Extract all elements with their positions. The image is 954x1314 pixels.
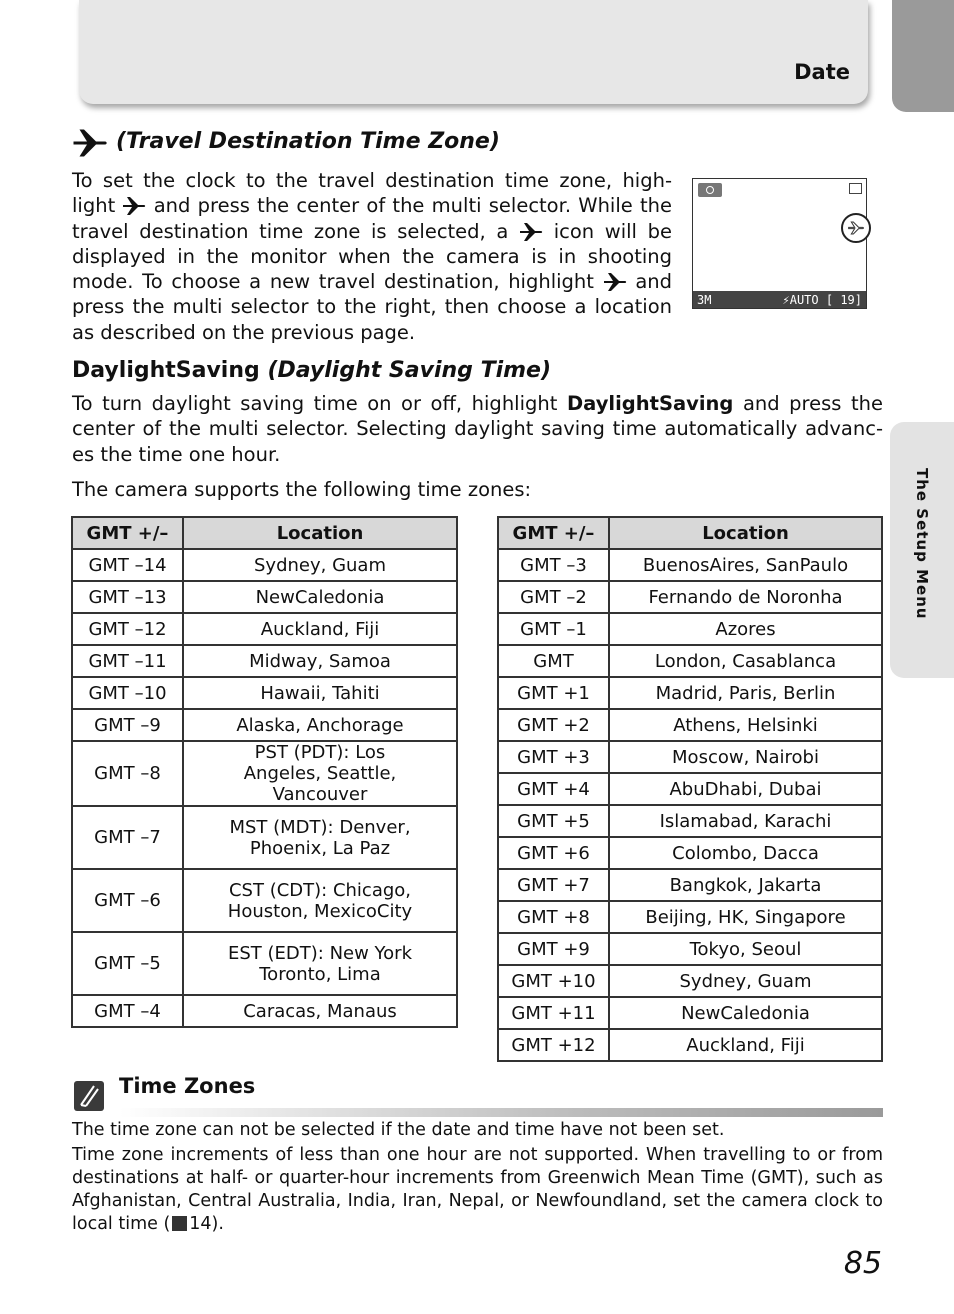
page-section-title: Date [794, 60, 850, 84]
gmt-cell: GMT –2 [498, 581, 609, 613]
location-cell: Midway, Samoa [183, 645, 457, 677]
pencil-note-icon [74, 1081, 104, 1111]
table-row [72, 613, 457, 645]
travel-text-2: and press the center of the multi selector. While the travel destination time zone is selected, a [72, 194, 672, 243]
dst-heading-sub: (Daylight Saving Time) [267, 358, 552, 383]
page-number: 85 [843, 1246, 882, 1281]
flash-icon: ⚡ [782, 292, 790, 307]
gmt-cell: GMT +6 [498, 837, 609, 869]
airplane-icon [72, 128, 108, 158]
flash-mode: AUTO [789, 292, 819, 307]
gmt-cell: GMT [498, 645, 609, 677]
gmt-cell: GMT –1 [498, 613, 609, 645]
table-row [498, 837, 882, 869]
page-reference-icon [172, 1216, 187, 1231]
location-cell: Madrid, Paris, Berlin [609, 677, 882, 709]
travel-paragraph [72, 168, 672, 345]
location-cell: NewCaledonia [609, 997, 882, 1029]
airplane-icon [848, 221, 864, 235]
location-cell: Moscow, Nairobi [609, 741, 882, 773]
battery-icon [849, 183, 862, 194]
gmt-cell: GMT +4 [498, 773, 609, 805]
gmt-cell: GMT +5 [498, 805, 609, 837]
table-row [72, 549, 457, 581]
table-header-row [72, 517, 457, 549]
gmt-cell: GMT +9 [498, 933, 609, 965]
gmt-cell: GMT –4 [72, 995, 183, 1027]
dst-text-2: and press the center of the multi selector. Selecting daylight saving time automatically advanc-es the time one hour. [72, 392, 883, 466]
gmt-cell: GMT –9 [72, 709, 183, 741]
dst-paragraph [72, 391, 883, 467]
table-row [72, 645, 457, 677]
gmt-cell: GMT –12 [72, 613, 183, 645]
travel-text-1: To set the clock to the travel destination time zone, high-light [72, 169, 672, 218]
table-row [498, 869, 882, 901]
location-cell: AbuDhabi, Dubai [609, 773, 882, 805]
location-cell: Tokyo, Seoul [609, 933, 882, 965]
table-row [72, 806, 457, 869]
airplane-icon [122, 196, 146, 216]
gmt-cell: GMT –7 [72, 806, 183, 869]
location-cell: Islamabad, Karachi [609, 805, 882, 837]
location-cell: Alaska, Anchorage [183, 709, 457, 741]
table-row [72, 581, 457, 613]
gmt-cell: GMT –10 [72, 677, 183, 709]
table-row [498, 645, 882, 677]
gmt-cell: GMT –5 [72, 932, 183, 995]
time-zone-table-right [497, 516, 883, 1062]
note-title: Time Zones [119, 1074, 256, 1098]
table-header-row [498, 517, 882, 549]
monitor-illustration [692, 178, 867, 309]
location-cell: Fernando de Noronha [609, 581, 882, 613]
location-cell: NewCaledonia [183, 581, 457, 613]
chapter-tab-top [892, 0, 954, 112]
location-cell: Bangkok, Jakarta [609, 869, 882, 901]
gmt-cell: GMT +10 [498, 965, 609, 997]
location-cell: Caracas, Manaus [183, 995, 457, 1027]
note-text-2 [72, 1144, 883, 1236]
gmt-column-header: GMT +/– [498, 517, 609, 549]
travel-text-4: and press the multi selector to the right, then choose a location as described on the previous page. [72, 270, 672, 344]
note-text-2a: Time zone increments of less than one hour are not supported. When travelling to or from destinations at half- or quarter-hour increments from Greenwich Mean Time (GMT), such as Afghanistan, Central Australia, India, Iran, Nepal, or Newfoundland, set the camera clock to local time ( [72, 1145, 883, 1234]
chapter-tab [890, 422, 954, 678]
location-cell: Auckland, Fiji [183, 613, 457, 645]
dst-heading-main: DaylightSaving [72, 358, 260, 383]
airplane-icon [603, 272, 627, 292]
location-cell: PST (PDT): Los Angeles, Seattle, Vancouver [183, 741, 457, 806]
location-cell: Sydney, Guam [609, 965, 882, 997]
gmt-cell: GMT +3 [498, 741, 609, 773]
gmt-cell: GMT +7 [498, 869, 609, 901]
table-row [498, 997, 882, 1029]
note-divider [119, 1108, 883, 1117]
gmt-cell: GMT +12 [498, 1029, 609, 1061]
dst-text-1: To turn daylight saving time on or off, highlight [72, 392, 558, 415]
gmt-cell: GMT +1 [498, 677, 609, 709]
location-cell: CST (CDT): Chicago, Houston, MexicoCity [183, 869, 457, 932]
location-cell: London, Casablanca [609, 645, 882, 677]
travel-text-3: icon will be displayed in the monitor when the camera is in shooting mode. To choose a new travel destination, highlight [72, 219, 672, 294]
table-row [72, 869, 457, 932]
location-cell: EST (EDT): New York Toronto, Lima [183, 932, 457, 995]
table-row [498, 805, 882, 837]
travel-destination-indicator [841, 213, 871, 243]
gmt-cell: GMT –14 [72, 549, 183, 581]
location-cell: Hawaii, Tahiti [183, 677, 457, 709]
table-row [72, 932, 457, 995]
table-row [498, 709, 882, 741]
gmt-cell: GMT –6 [72, 869, 183, 932]
gmt-cell: GMT –11 [72, 645, 183, 677]
travel-heading [72, 128, 500, 158]
gmt-cell: GMT –3 [498, 549, 609, 581]
gmt-cell: GMT –8 [72, 741, 183, 806]
gmt-cell: GMT +11 [498, 997, 609, 1029]
table-row [498, 549, 882, 581]
location-cell: Sydney, Guam [183, 549, 457, 581]
image-size-indicator: 3M [697, 292, 712, 307]
location-cell: Athens, Helsinki [609, 709, 882, 741]
table-row [498, 741, 882, 773]
time-zones-intro: The camera supports the following time zones: [72, 478, 532, 501]
dst-heading [72, 358, 551, 383]
location-column-header: Location [609, 517, 882, 549]
gmt-column-header: GMT +/– [72, 517, 183, 549]
table-row [498, 677, 882, 709]
table-row [498, 773, 882, 805]
time-zone-table-left [71, 516, 458, 1028]
table-row [498, 933, 882, 965]
camera-mode-icon [698, 183, 722, 197]
gmt-cell: GMT +2 [498, 709, 609, 741]
location-cell: Auckland, Fiji [609, 1029, 882, 1061]
gmt-cell: GMT +8 [498, 901, 609, 933]
header-box [79, 0, 868, 104]
location-column-header: Location [183, 517, 457, 549]
table-row [498, 581, 882, 613]
chapter-tab-label: The Setup Menu [913, 468, 931, 620]
location-cell: MST (MDT): Denver, Phoenix, La Paz [183, 806, 457, 869]
note-text-2b: 14). [189, 1214, 224, 1234]
location-cell: Colombo, Dacca [609, 837, 882, 869]
airplane-icon [519, 222, 543, 242]
table-row [72, 677, 457, 709]
location-cell: Beijing, HK, Singapore [609, 901, 882, 933]
travel-heading-text: (Travel Destination Time Zone) [116, 129, 500, 154]
location-cell: Azores [609, 613, 882, 645]
exposures-remaining: [ 19] [825, 292, 862, 307]
table-row [498, 613, 882, 645]
table-row [72, 995, 457, 1027]
location-cell: BuenosAires, SanPaulo [609, 549, 882, 581]
note-text-1: The time zone can not be selected if the date and time have not been set. [72, 1120, 725, 1140]
dst-text-bold: DaylightSaving [566, 392, 734, 415]
table-row [498, 1029, 882, 1061]
gmt-cell: GMT –13 [72, 581, 183, 613]
table-row [498, 965, 882, 997]
table-row [72, 709, 457, 741]
table-row [498, 901, 882, 933]
table-row [72, 741, 457, 806]
monitor-status-bar [693, 291, 866, 308]
